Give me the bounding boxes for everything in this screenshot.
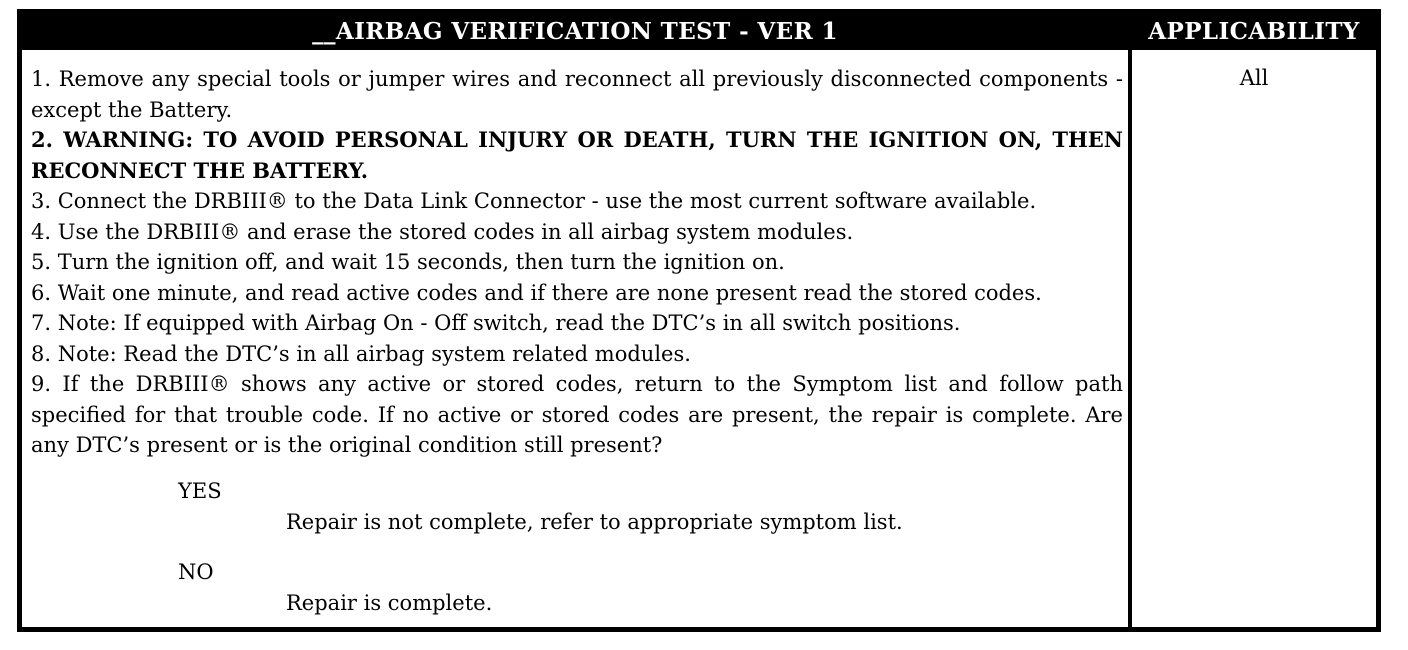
column-divider — [1128, 14, 1132, 627]
yes-result: Repair is not complete, refer to appropriate symptom list. — [286, 510, 903, 534]
test-steps — [31, 64, 1123, 461]
no-result: Repair is complete. — [286, 591, 493, 615]
no-label: NO — [178, 560, 214, 584]
table-header — [22, 14, 1376, 50]
test-title: __AIRBAG VERIFICATION TEST - VER 1 — [312, 18, 838, 45]
applicability-value: All — [1239, 66, 1269, 90]
yes-label: YES — [178, 479, 222, 503]
step-8: 8. Note: Read the DTC’s in all airbag system related modules. — [31, 341, 691, 366]
step-1: 1. Remove any special tools or jumper wires and reconnect all previously disconnected components - except the Battery. — [31, 67, 1123, 122]
step-5: 5. Turn the ignition off, and wait 15 seconds, then turn the ignition on. — [31, 250, 785, 274]
step-3: 3. Connect the DRBIII® to the Data Link Connector - use the most current software available. — [31, 189, 1037, 213]
step-7: 7. Note: If equipped with Airbag On - Off switch, read the DTC’s in all switch positions. — [31, 311, 961, 335]
step-9: 9. If the DRBIII® shows any active or stored codes, return to the Symptom list and follow path specified for that trouble code. If no active or stored codes are present, the repair is complete. Are any DTC’s present or is the original condition still present? — [31, 372, 1123, 457]
applicability-header: APPLICABILITY — [1148, 18, 1360, 45]
test-table — [17, 9, 1381, 632]
step-6: 6. Wait one minute, and read active codes and if there are none present read the stored codes. — [31, 280, 1042, 305]
step-4: 4. Use the DRBIII® and erase the stored codes in all airbag system modules. — [31, 219, 854, 244]
step-2-warning: 2. WARNING: TO AVOID PERSONAL INJURY OR DEATH, TURN THE IGNITION ON, THEN RECONNECT THE BATTERY. — [31, 127, 1123, 183]
